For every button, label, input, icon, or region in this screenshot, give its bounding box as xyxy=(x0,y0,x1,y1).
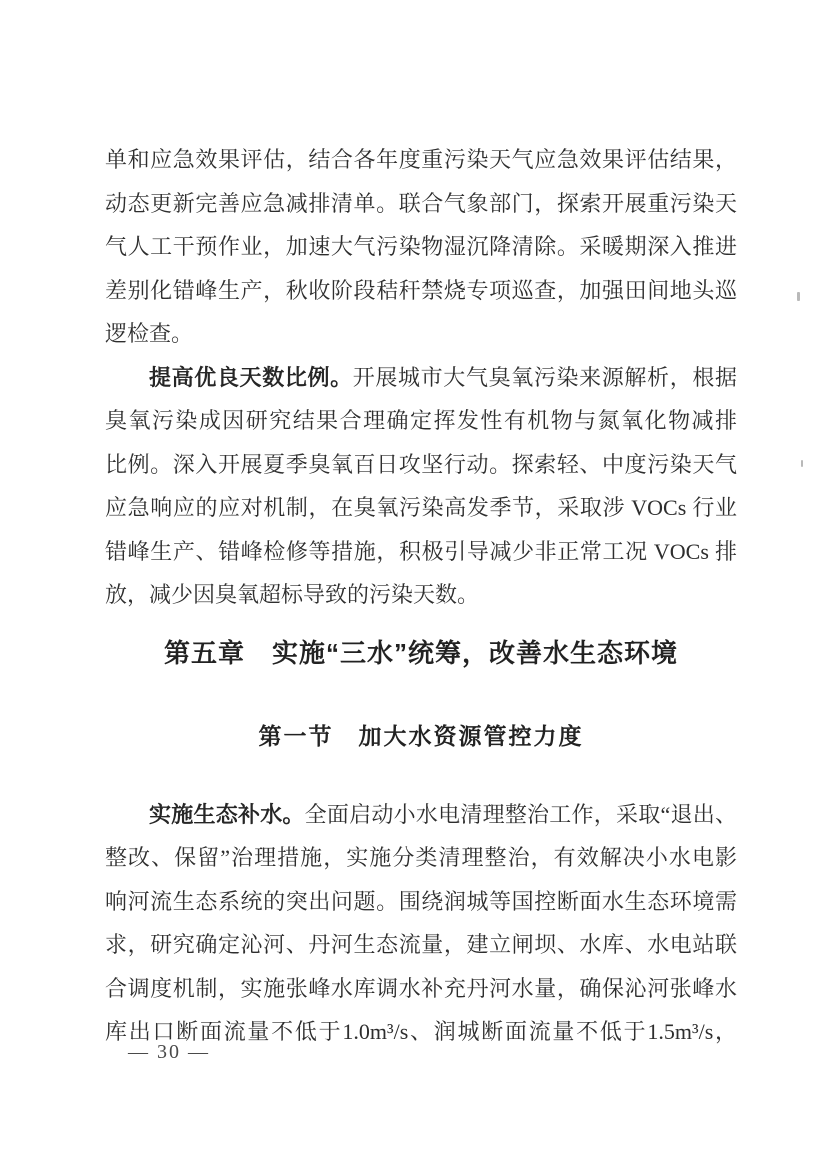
body-text-line xyxy=(105,356,737,400)
body-text-line: 应急响应的应对机制，在臭氧污染高发季节，采取涉 VOCs 行业 xyxy=(105,495,737,520)
paragraph-lead-bold: 提高优良天数比例。 xyxy=(149,364,353,390)
body-text-line: 合调度机制，实施张峰水库调水补充丹河水量，确保沁河张峰水 xyxy=(105,975,737,1001)
paragraph xyxy=(105,356,737,617)
body-text-line: 整改、保留”治理措施，实施分类清理整治，有效解决小水电影 xyxy=(105,845,737,870)
body-text-line: 响河流生态系统的突出问题。围绕润城等国控断面水生态环境需 xyxy=(105,888,737,914)
body-text: 全面启动小水电清理整治工作，采取“退出、 xyxy=(304,801,737,827)
body-text-line: 放，减少因臭氧超标导致的污染天数。 xyxy=(105,582,480,607)
body-text-line: 错峰生产、错峰检修等措施，积极引导减少非正常工况 VOCs 排 xyxy=(105,538,737,564)
paragraph-lead-bold: 实施生态补水。 xyxy=(149,801,305,827)
body-text-line xyxy=(105,793,737,837)
text-column xyxy=(105,138,737,1054)
body-text-line: 库出口断面流量不低于1.0m³/s、润城断面流量不低于1.5m³/s， xyxy=(105,1019,737,1044)
body-text-line: 差别化错峰生产，秋收阶段秸秆禁烧专项巡查，加强田间地头巡 xyxy=(105,277,737,303)
body-text-line: 逻检查。 xyxy=(105,321,194,346)
chapter-heading: 第五章 实施“三水”统筹，改善水生态环境 xyxy=(163,637,678,668)
paragraph xyxy=(105,793,737,1054)
scan-artifact xyxy=(801,460,803,467)
body-text: 开展城市大气臭氧污染来源解析，根据 xyxy=(352,364,737,390)
scan-artifact xyxy=(797,292,800,301)
body-text-line: 比例。深入开展夏季臭氧百日攻坚行动。探索轻、中度污染天气 xyxy=(105,451,737,477)
body-text-line: 动态更新完善应急减排清单。联合气象部门，探索开展重污染天 xyxy=(105,190,737,216)
page-number: — 30 — xyxy=(128,1041,210,1063)
body-text-line: 臭氧污染成因研究结果合理确定挥发性有机物与氮氧化物减排 xyxy=(105,408,737,433)
section-heading: 第一节 加大水资源管控力度 xyxy=(258,723,584,749)
paragraph xyxy=(105,138,737,356)
body-text-line: 气人工干预作业，加速大气污染物湿沉降清除。采暖期深入推进 xyxy=(105,234,737,259)
body-text-line: 求，研究确定沁河、丹河生态流量，建立闸坝、水库、水电站联 xyxy=(105,932,737,957)
body-text-line: 单和应急效果评估，结合各年度重污染天气应急效果评估结果， xyxy=(105,147,737,172)
